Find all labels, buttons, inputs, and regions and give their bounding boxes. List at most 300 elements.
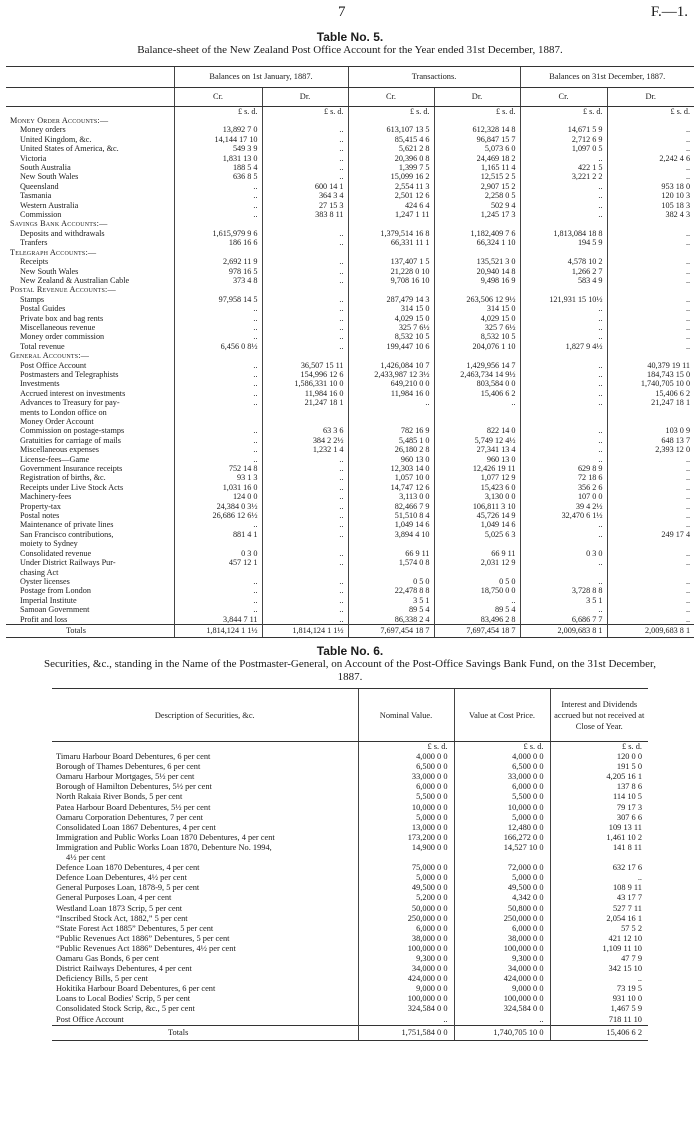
- amount-cell: 199,447 10 6: [348, 342, 434, 351]
- amount-cell: 21,247 18 1: [262, 398, 348, 407]
- amount-cell: ..: [174, 379, 262, 388]
- row-description: Money Order Account: [20, 417, 94, 426]
- amount-cell: 22,478 8 8: [348, 586, 434, 595]
- amount-cell: 314 15 0: [434, 304, 520, 313]
- row-description: Consolidated revenue: [20, 548, 92, 558]
- security-row: [52, 873, 648, 883]
- amount-cell: ..: [262, 596, 348, 605]
- amount-cell: ..: [607, 144, 694, 153]
- sub-header-dr: Dr.: [607, 88, 694, 107]
- amount-cell: ..: [174, 605, 262, 614]
- total-cell: 1,814,124 1 1½: [174, 624, 262, 637]
- value-cell: 38,000 0 0: [358, 934, 454, 944]
- amount-cell: 11,984 16 0: [262, 389, 348, 398]
- security-row: [52, 853, 648, 863]
- amount-cell: ..: [174, 332, 262, 341]
- value-cell: 109 13 11: [550, 823, 648, 833]
- table-row: [6, 342, 694, 351]
- table-row: [6, 191, 694, 200]
- row-description: Money orders: [20, 125, 66, 135]
- security-description: Borough of Hamilton Debentures, 5½ per cent: [56, 782, 212, 792]
- value-cell: 50,800 0 0: [454, 904, 550, 914]
- page-reference: F.—1.: [650, 4, 688, 20]
- row-description: United Kingdom, &c.: [20, 134, 92, 144]
- security-row: [52, 984, 648, 994]
- amount-cell: 18,750 0 0: [434, 586, 520, 595]
- table-row: [6, 379, 694, 388]
- empty-cell: [520, 219, 607, 228]
- amount-cell: ..: [520, 520, 607, 529]
- amount-cell: [520, 408, 607, 417]
- row-description: moiety to Sydney: [20, 539, 78, 549]
- security-row: [52, 803, 648, 813]
- table-row: [6, 257, 694, 266]
- total-cell: 1,814,124 1 1½: [262, 624, 348, 637]
- row-description: Commission on postage-stamps: [20, 426, 125, 436]
- security-description: Defence Loan Debentures, 4½ per cent: [56, 873, 187, 883]
- value-cell: 100,000 0 0: [358, 944, 454, 954]
- row-description: Investments: [20, 379, 60, 389]
- amount-cell: ..: [520, 191, 607, 200]
- amount-cell: 83,496 2 8: [434, 615, 520, 625]
- amount-cell: ..: [174, 398, 262, 407]
- amount-cell: ..: [262, 304, 348, 313]
- amount-cell: 12,515 2 5: [434, 172, 520, 181]
- lsd-header: £ s. d.: [550, 742, 648, 753]
- value-cell: 166,272 0 0: [454, 833, 550, 843]
- table-row: [6, 295, 694, 304]
- empty-cell: [434, 248, 520, 257]
- lsd-header: £ s. d.: [454, 742, 550, 753]
- security-description: Loans to Local Bodies' Scrip, 5 per cent: [56, 994, 191, 1004]
- amount-cell: ..: [434, 596, 520, 605]
- amount-cell: [607, 539, 694, 548]
- amount-cell: 364 3 4: [262, 191, 348, 200]
- lsd-header: £ s. d.: [434, 107, 520, 117]
- amount-cell: 6,686 7 7: [520, 615, 607, 625]
- amount-cell: ..: [520, 154, 607, 163]
- security-description: Timaru Harbour Board Debentures, 6 per cent: [56, 752, 211, 762]
- table-row: [6, 586, 694, 595]
- table-row: [6, 135, 694, 144]
- security-row: [52, 914, 648, 924]
- amount-cell: ..: [607, 558, 694, 567]
- amount-cell: ..: [262, 229, 348, 238]
- amount-cell: ..: [262, 605, 348, 614]
- table-row: [6, 304, 694, 313]
- table5-title: Table No. 5.: [316, 30, 384, 44]
- amount-cell: ..: [607, 135, 694, 144]
- amount-cell: ..: [607, 304, 694, 313]
- table-row: [6, 511, 694, 520]
- amount-cell: ..: [607, 502, 694, 511]
- row-description: Commission: [20, 210, 62, 220]
- table-row: [6, 389, 694, 398]
- amount-cell: 36,507 15 11: [262, 361, 348, 370]
- amount-cell: 583 4 9: [520, 276, 607, 285]
- amount-cell: 72 18 6: [520, 473, 607, 482]
- value-cell: 6,500 0 0: [358, 762, 454, 772]
- row-description: Imperial Institute: [20, 595, 77, 605]
- table-row: [6, 314, 694, 323]
- amount-cell: ..: [607, 342, 694, 351]
- amount-cell: 752 14 8: [174, 464, 262, 473]
- amount-cell: ..: [262, 549, 348, 558]
- amount-cell: 97,958 14 5: [174, 295, 262, 304]
- amount-cell: [607, 568, 694, 577]
- amount-cell: 15,406 6 2: [434, 389, 520, 398]
- amount-cell: [348, 568, 434, 577]
- total-cell: 15,406 6 2: [550, 1025, 648, 1040]
- value-cell: 718 11 10: [550, 1015, 648, 1026]
- row-description: Miscellaneous expenses: [20, 445, 99, 455]
- section-row: [6, 248, 694, 257]
- empty-cell: [262, 219, 348, 228]
- amount-cell: 2,554 11 3: [348, 182, 434, 191]
- amount-cell: 373 4 8: [174, 276, 262, 285]
- amount-cell: [434, 417, 520, 426]
- security-description: Patea Harbour Board Debentures, 5½ per cent: [56, 802, 211, 812]
- table-row: [6, 210, 694, 219]
- amount-cell: ..: [262, 332, 348, 341]
- amount-cell: 1,031 16 0: [174, 483, 262, 492]
- value-cell: 5,500 0 0: [358, 792, 454, 802]
- table-row: [6, 276, 694, 285]
- amount-cell: ..: [262, 464, 348, 473]
- amount-cell: ..: [262, 267, 348, 276]
- table-row: [6, 473, 694, 482]
- total-cell: 1,751,584 0 0: [358, 1025, 454, 1040]
- total-cell: 2,009,683 8 1: [520, 624, 607, 637]
- amount-cell: [174, 568, 262, 577]
- amount-cell: 382 4 3: [607, 210, 694, 219]
- amount-cell: 3,728 8 8: [520, 586, 607, 595]
- amount-cell: 8,532 10 5: [434, 332, 520, 341]
- sub-header-dr: Dr.: [262, 88, 348, 107]
- amount-cell: ..: [607, 229, 694, 238]
- value-cell: 50,000 0 0: [358, 904, 454, 914]
- value-cell: 424,000 0 0: [358, 974, 454, 984]
- empty-cell: [348, 248, 434, 257]
- value-cell: 5,200 0 0: [358, 893, 454, 903]
- table-row: [6, 483, 694, 492]
- amount-cell: ..: [434, 398, 520, 407]
- row-description: Total revenue: [20, 341, 65, 351]
- amount-cell: 649,210 0 0: [348, 379, 434, 388]
- amount-cell: 5,621 2 8: [348, 144, 434, 153]
- amount-cell: ..: [174, 370, 262, 379]
- amount-cell: 648 13 7: [607, 436, 694, 445]
- row-description: Accrued interest on investments: [20, 388, 126, 398]
- amount-cell: 3,844 7 11: [174, 615, 262, 625]
- amount-cell: ..: [520, 370, 607, 379]
- amount-cell: ..: [262, 314, 348, 323]
- amount-cell: 1,813,084 18 8: [520, 229, 607, 238]
- empty-cell: [520, 351, 607, 360]
- amount-cell: ..: [174, 304, 262, 313]
- group-header-closing: Balances on 31st December, 1887.: [520, 67, 694, 88]
- amount-cell: ..: [262, 483, 348, 492]
- row-description: Maintenance of private lines: [20, 520, 114, 530]
- amount-cell: ..: [262, 342, 348, 351]
- amount-cell: 314 15 0: [348, 304, 434, 313]
- amount-cell: 422 1 5: [520, 163, 607, 172]
- value-cell: 9,000 0 0: [358, 984, 454, 994]
- amount-cell: 1,247 1 11: [348, 210, 434, 219]
- value-cell: 324,584 0 0: [358, 1004, 454, 1014]
- table-row: [6, 568, 694, 577]
- security-description: Consolidated Loan 1867 Debentures, 4 per cent: [56, 822, 216, 832]
- amount-cell: ..: [262, 520, 348, 529]
- amount-cell: 613,107 13 5: [348, 125, 434, 134]
- amount-cell: ..: [520, 530, 607, 539]
- value-cell: 307 6 6: [550, 813, 648, 823]
- security-row: [52, 772, 648, 782]
- amount-cell: ..: [520, 445, 607, 454]
- value-cell: 5,000 0 0: [454, 873, 550, 883]
- amount-cell: 1,574 0 8: [348, 558, 434, 567]
- value-cell: 6,000 0 0: [454, 924, 550, 934]
- amount-cell: ..: [262, 323, 348, 332]
- value-cell: [454, 853, 550, 863]
- row-description: Deposits and withdrawals: [20, 228, 105, 238]
- row-description: Gratuities for carriage of mails: [20, 435, 121, 445]
- security-row: [52, 964, 648, 974]
- security-description: Hokitika Harbour Board Debentures, 6 per cent: [56, 984, 216, 994]
- section-row: [6, 116, 694, 125]
- value-cell: 12,480 0 0: [454, 823, 550, 833]
- amount-cell: ..: [262, 135, 348, 144]
- totals-row: [52, 1025, 648, 1040]
- empty-cell: [348, 116, 434, 125]
- amount-cell: ..: [607, 267, 694, 276]
- empty-cell: [434, 285, 520, 294]
- amount-cell: ..: [520, 182, 607, 191]
- row-description: Tasmania: [20, 191, 52, 201]
- empty-cell: [434, 116, 520, 125]
- amount-cell: 27,341 13 4: [434, 445, 520, 454]
- table-row: [6, 182, 694, 191]
- securities-body: [52, 689, 648, 1041]
- sub-header-dr: Dr.: [434, 88, 520, 107]
- value-cell: 10,000 0 0: [358, 803, 454, 813]
- value-cell: 931 10 0: [550, 994, 648, 1004]
- section-heading: General Accounts:—: [10, 351, 90, 361]
- table5-subtitle: Balance-sheet of the New Zealand Post Office Account for the Year ended 31st December, 1887.: [137, 44, 563, 56]
- amount-cell: 12,303 14 0: [348, 464, 434, 473]
- total-cell: 2,009,683 8 1: [607, 624, 694, 637]
- section-row: [6, 219, 694, 228]
- row-description: ments to London office on: [20, 407, 107, 417]
- amount-cell: 106,811 3 10: [434, 502, 520, 511]
- empty-cell: [434, 351, 520, 360]
- amount-cell: [434, 539, 520, 548]
- lsd-header-row: [52, 742, 648, 753]
- empty-cell: [607, 116, 694, 125]
- amount-cell: 612,328 14 8: [434, 125, 520, 134]
- blank-header-cell: [6, 88, 174, 107]
- amount-cell: 1,097 0 5: [520, 144, 607, 153]
- empty-cell: [348, 285, 434, 294]
- section-heading: Postal Revenue Accounts:—: [10, 285, 116, 295]
- empty-cell: [607, 285, 694, 294]
- amount-cell: 194 5 9: [520, 238, 607, 247]
- value-cell: [550, 853, 648, 863]
- value-cell: 34,000 0 0: [358, 964, 454, 974]
- section-row: [6, 285, 694, 294]
- amount-cell: 39 4 2½: [520, 502, 607, 511]
- amount-cell: 5,485 1 0: [348, 436, 434, 445]
- lsd-header-row: [6, 107, 694, 117]
- amount-cell: ..: [262, 511, 348, 520]
- amount-cell: 186 16 6: [174, 238, 262, 247]
- security-row: [52, 843, 648, 853]
- value-cell: 6,000 0 0: [358, 924, 454, 934]
- amount-cell: ..: [262, 125, 348, 134]
- amount-cell: ..: [174, 596, 262, 605]
- amount-cell: 89 5 4: [348, 605, 434, 614]
- amount-cell: 1,077 12 9: [434, 473, 520, 482]
- security-description: Borough of Thames Debentures, 6 per cent: [56, 762, 201, 772]
- lsd-header: £ s. d.: [607, 107, 694, 117]
- lsd-header: £ s. d.: [262, 107, 348, 117]
- value-cell: 137 8 6: [550, 782, 648, 792]
- row-description: South Australia: [20, 163, 71, 173]
- amount-cell: 1,831 13 0: [174, 154, 262, 163]
- table-row: [6, 361, 694, 370]
- sub-header-cr: Cr.: [348, 88, 434, 107]
- amount-cell: [262, 417, 348, 426]
- value-cell: 6,000 0 0: [454, 782, 550, 792]
- amount-cell: ..: [262, 163, 348, 172]
- amount-cell: 4,578 10 2: [520, 257, 607, 266]
- table6-title-wrap: [0, 644, 700, 658]
- amount-cell: ..: [174, 520, 262, 529]
- amount-cell: ..: [262, 154, 348, 163]
- row-description: Samoan Government: [20, 605, 90, 615]
- value-cell: 100,000 0 0: [454, 944, 550, 954]
- table-row: [6, 596, 694, 605]
- amount-cell: 822 14 0: [434, 426, 520, 435]
- amount-cell: 978 16 5: [174, 267, 262, 276]
- amount-cell: 26,686 12 6½: [174, 511, 262, 520]
- header-description: Description of Securities, &c.: [52, 689, 358, 742]
- amount-cell: 124 0 0: [174, 492, 262, 501]
- security-row: [52, 833, 648, 843]
- empty-cell: [520, 116, 607, 125]
- lsd-header: £ s. d.: [358, 742, 454, 753]
- amount-cell: 1,429,956 14 7: [434, 361, 520, 370]
- amount-cell: 15,406 6 2: [607, 389, 694, 398]
- value-cell: 33,000 0 0: [358, 772, 454, 782]
- value-cell: 1,109 11 10: [550, 944, 648, 954]
- row-description: Oyster licenses: [20, 576, 70, 586]
- security-row: [52, 924, 648, 934]
- amount-cell: [607, 408, 694, 417]
- amount-cell: 2,692 11 9: [174, 257, 262, 266]
- sub-header-cr: Cr.: [520, 88, 607, 107]
- table-row: [6, 436, 694, 445]
- amount-cell: ..: [262, 530, 348, 539]
- amount-cell: 5,073 6 0: [434, 144, 520, 153]
- header-interest: Interest and Dividends accrued but not received at Close of Year.: [550, 689, 648, 742]
- amount-cell: 21,228 0 10: [348, 267, 434, 276]
- row-description: Postmasters and Telegraphists: [20, 369, 119, 379]
- amount-cell: [174, 417, 262, 426]
- row-description: License-fees—Game: [20, 454, 90, 464]
- amount-cell: 2,463,734 14 9½: [434, 370, 520, 379]
- table-row: [6, 332, 694, 341]
- amount-cell: ..: [607, 511, 694, 520]
- amount-cell: 3,130 0 0: [434, 492, 520, 501]
- amount-cell: ..: [607, 125, 694, 134]
- table5-title-wrap: [0, 30, 700, 44]
- amount-cell: 40,379 19 11: [607, 361, 694, 370]
- table-row: [6, 201, 694, 210]
- row-description: Stamps: [20, 294, 45, 304]
- amount-cell: 1,245 17 3: [434, 210, 520, 219]
- row-description: Government Insurance receipts: [20, 464, 123, 474]
- table-row: [6, 558, 694, 567]
- section-heading: Money Order Accounts:—: [10, 116, 109, 125]
- table-row: [6, 370, 694, 379]
- value-cell: 250,000 0 0: [358, 914, 454, 924]
- table6-subtitle: Securities, &c., standing in the Name of the Postmaster-General, on Account of the Post-Office Savings Bank Fund, on the 31st December, 1887.: [44, 658, 656, 683]
- empty-cell: [174, 116, 262, 125]
- amount-cell: ..: [262, 502, 348, 511]
- value-cell: 1,467 5 9: [550, 1004, 648, 1014]
- amount-cell: ..: [520, 389, 607, 398]
- amount-cell: ..: [262, 144, 348, 153]
- amount-cell: 325 7 6½: [348, 323, 434, 332]
- value-cell: 79 17 3: [550, 803, 648, 813]
- empty-cell: [174, 248, 262, 257]
- amount-cell: ..: [607, 295, 694, 304]
- empty-cell: [262, 351, 348, 360]
- table6-title: Table No. 6.: [316, 644, 384, 658]
- amount-cell: 383 8 11: [262, 210, 348, 219]
- amount-cell: 2,501 12 6: [348, 191, 434, 200]
- amount-cell: 89 5 4: [434, 605, 520, 614]
- amount-cell: 2,907 15 2: [434, 182, 520, 191]
- totals-label: Totals: [52, 1025, 358, 1040]
- amount-cell: 96,847 15 7: [434, 135, 520, 144]
- amount-cell: 263,506 12 9½: [434, 295, 520, 304]
- value-cell: ..: [454, 1015, 550, 1026]
- lsd-header: £ s. d.: [520, 107, 607, 117]
- group-header-row: [6, 67, 694, 88]
- sub-header-cr: Cr.: [174, 88, 262, 107]
- value-cell: 342 15 10: [550, 964, 648, 974]
- security-description: Oamaru Corporation Debentures, 7 per cent: [56, 812, 203, 822]
- balance-sheet-table: [6, 66, 694, 638]
- amount-cell: 549 3 9: [174, 144, 262, 153]
- amount-cell: 1,426,084 10 7: [348, 361, 434, 370]
- amount-cell: ..: [520, 558, 607, 567]
- amount-cell: ..: [607, 586, 694, 595]
- amount-cell: ..: [520, 201, 607, 210]
- amount-cell: 0 5 0: [434, 577, 520, 586]
- amount-cell: 103 0 9: [607, 426, 694, 435]
- value-cell: 100,000 0 0: [454, 994, 550, 1004]
- amount-cell: ..: [262, 492, 348, 501]
- amount-cell: ..: [174, 586, 262, 595]
- security-row: [52, 944, 648, 954]
- amount-cell: ..: [174, 314, 262, 323]
- amount-cell: 0 3 0: [174, 549, 262, 558]
- amount-cell: 15,423 6 0: [434, 483, 520, 492]
- amount-cell: 9,498 16 9: [434, 276, 520, 285]
